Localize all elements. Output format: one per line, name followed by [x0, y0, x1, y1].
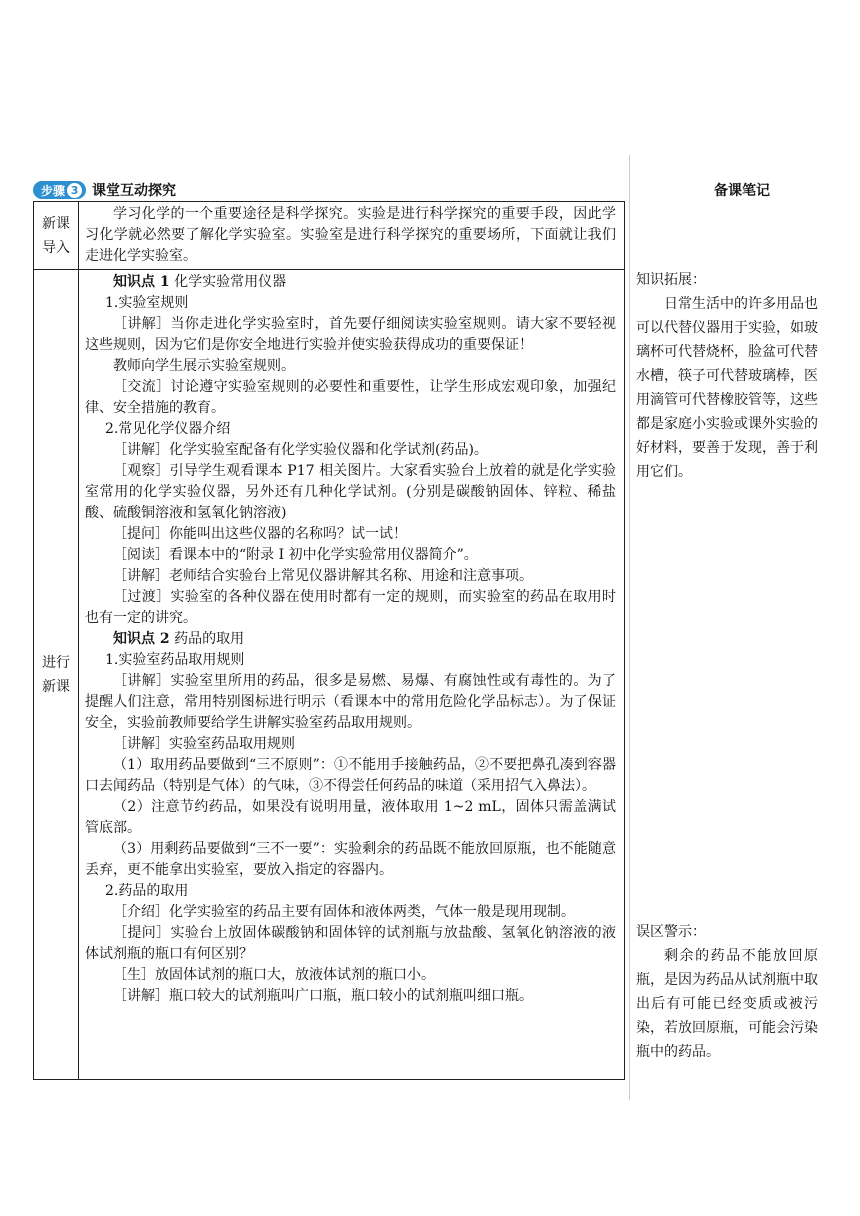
lesson-paragraph: ［讲解］实验室药品取用规则	[113, 736, 295, 752]
lesson-paragraph: （2）注意节约药品，如果没有说明用量，液体取用 1~2 mL，固体只需盖满试管底部。	[85, 799, 616, 836]
step-header	[33, 180, 176, 200]
lesson-content-cell	[79, 270, 625, 1080]
warning-heading: 误区警示：	[636, 924, 706, 940]
notes-title: 备课笔记	[714, 183, 770, 199]
warning-text: 剩余的药品不能放回原瓶，是因为药品从试剂瓶中取出后有可能已经变质或被污染，若放回原瓶，可能会污染瓶中的药品。	[636, 948, 818, 1060]
lesson-paragraph	[85, 272, 616, 293]
lesson-paragraph: ［交流］讨论遵守实验室规则的必要性和重要性，让学生形成宏观印象，加强纪律、安全措施的教育。	[85, 379, 616, 416]
lesson-paragraph	[85, 629, 616, 650]
lesson-paragraph: ［讲解］瓶口较大的试剂瓶叫广口瓶，瓶口较小的试剂瓶叫细口瓶。	[113, 988, 533, 1004]
lesson-paragraph: 2.常见化学仪器介绍	[105, 421, 231, 437]
lesson-paragraph: ［阅读］看课本中的“附录 I 初中化学实验常用仪器简介”。	[113, 547, 478, 563]
lesson-paragraph: 教师向学生展示实验室规则。	[113, 358, 295, 374]
warning-note	[636, 920, 818, 1064]
lesson-paragraph: ［介绍］化学实验室的药品主要有固体和液体两类，气体一般是现用现制。	[113, 904, 575, 920]
knowledge-heading: 知识拓展：	[636, 272, 706, 288]
knowledge-point-label: 知识点 2	[113, 631, 170, 647]
step-label: 步骤	[41, 183, 66, 198]
intro-content-cell	[79, 202, 625, 270]
lesson-paragraph: ［过渡］实验室的各种仪器在使用时都有一定的规则，而实验室的药品在取用时也有一定的讲究。	[85, 589, 616, 626]
intro-text: 学习化学的一个重要途径是科学探究。实验是进行科学探究的重要手段，因此学习化学就必然要了解化学实验室。实验室是进行科学探究的重要场所，下面就让我们走进化学实验室。	[85, 206, 616, 264]
lesson-label-cell	[34, 270, 79, 1080]
lesson-paragraph: 1.实验室药品取用规则	[105, 652, 245, 668]
lesson-paragraph: ［提问］实验台上放固体碳酸钠和固体锌的试剂瓶与放盐酸、氢氧化钠溶液的液体试剂瓶的瓶口有何区别？	[85, 925, 616, 962]
knowledge-point-label: 知识点 1	[113, 274, 170, 290]
lesson-paragraph: ［生］放固体试剂的瓶口大，放液体试剂的瓶口小。	[113, 967, 435, 983]
knowledge-point-title: 药品的取用	[169, 631, 245, 647]
section-title: 课堂互动探究	[92, 183, 177, 199]
lesson-paragraph: 1.实验室规则	[105, 295, 189, 311]
knowledge-text: 日常生活中的许多用品也可以代替仪器用于实验，如玻璃杯可代替烧杯，脸盆可代替水槽，筷子可代替玻璃棒，医用滴管可代替橡胶管等，这些都是家庭小实验或课外实验的好材料，要善于发现，善于利用它们。	[636, 296, 818, 480]
knowledge-note	[636, 268, 818, 484]
lesson-paragraph: ［讲解］当你走进化学实验室时，首先要仔细阅读实验室规则。请大家不要轻视这些规则，因为它们是你安全地进行实验并使实验获得成功的重要保证！	[85, 316, 616, 353]
intro-label: 新课导入	[42, 215, 70, 256]
lesson-row	[34, 270, 625, 1080]
lesson-label: 进行新课	[42, 654, 70, 695]
lesson-paragraph: ［观察］引导学生观看课本 P17 相关图片。大家看实验台上放着的就是化学实验室常用的化学实验仪器，另外还有几种化学试剂。(分别是碳酸钠固体、锌粒、稀盐酸、硫酸铜溶液和氢氧化钠溶液)	[85, 463, 616, 521]
lesson-paragraph: ［讲解］实验室里所用的药品，很多是易燃、易爆、有腐蚀性或有毒性的。为了提醒人们注意，常用特别图标进行明示（看课本中的常用危险化学品标志）。为了保证安全，实验前教师要给学生讲解实验室药品取用规则。	[85, 673, 616, 731]
lesson-paragraph: ［讲解］化学实验室配备有化学实验仪器和化学试剂(药品)。	[113, 442, 488, 458]
step-badge	[33, 181, 86, 199]
intro-row	[34, 202, 625, 270]
intro-label-cell	[34, 202, 79, 270]
lesson-paragraph: ［提问］你能叫出这些仪器的名称吗？试一试！	[113, 526, 407, 542]
lesson-table	[33, 201, 625, 1080]
column-divider	[629, 155, 630, 1100]
step-number: 3	[67, 183, 82, 198]
lesson-paragraph: （3）用剩药品要做到“三不一要”：实验剩余的药品既不能放回原瓶，也不能随意丢弃，更不能拿出实验室，要放入指定的容器内。	[85, 841, 616, 878]
lesson-paragraph: 2.药品的取用	[105, 883, 189, 899]
knowledge-point-title: 化学实验常用仪器	[169, 274, 287, 290]
lesson-paragraph: （1）取用药品要做到“三不原则”：①不能用手接触药品，②不要把鼻孔凑到容器口去闻药品（特别是气体）的气味，③不得尝任何药品的味道（采用招气入鼻法）。	[85, 757, 616, 794]
lesson-paragraph: ［讲解］老师结合实验台上常见仪器讲解其名称、用途和注意事项。	[113, 568, 533, 584]
